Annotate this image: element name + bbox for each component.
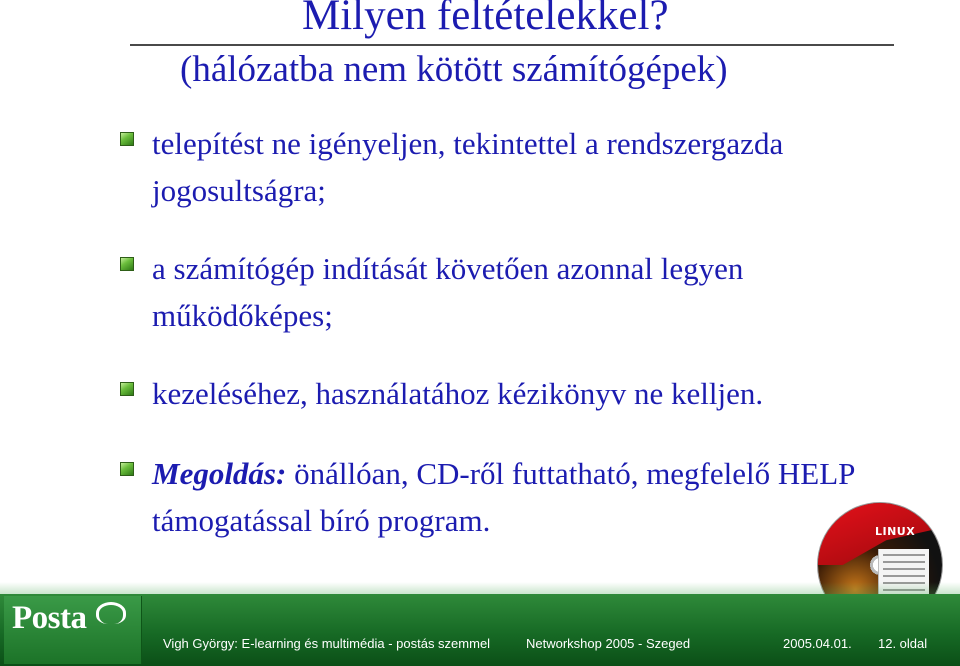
solution-text: önállóan, CD-ről futtatható, megfelelő HELP támogatással bíró program. [152,456,855,538]
footer-bar [0,594,960,666]
slide-subtitle: (hálózatba nem kötött számítógépek) [180,49,728,90]
bullet-square-icon [120,462,134,476]
bullet-square-icon [120,257,134,271]
footer-date: 2005.04.01. [783,636,852,651]
slide-title: Milyen feltételekkel? [302,0,669,39]
footer-event: Networkshop 2005 - Szeged [526,636,691,651]
solution-label: Megoldás: [152,456,287,491]
post-horn-icon [96,602,126,624]
footer-page-number: 12. oldal [878,636,928,651]
cd-logo-text: LINUX [875,525,916,538]
bullet-text: a számítógép indítását követően azonnal legyen működőképes; [152,251,744,333]
bullet-text: kezeléséhez, használatához kézikönyv ne kelljen. [152,376,764,411]
bullet-text [152,450,912,544]
footer-author: Vigh György: E-learning és multimédia - postás szemmel [163,636,491,651]
bullet-text: telepítést ne igényeljen, tekintettel a rendszergazda jogosultságra; [152,126,784,208]
bullet-square-icon [120,132,134,146]
bullet-square-icon [120,382,134,396]
title-divider [130,44,894,46]
posta-logo-text: Posta [12,600,87,636]
